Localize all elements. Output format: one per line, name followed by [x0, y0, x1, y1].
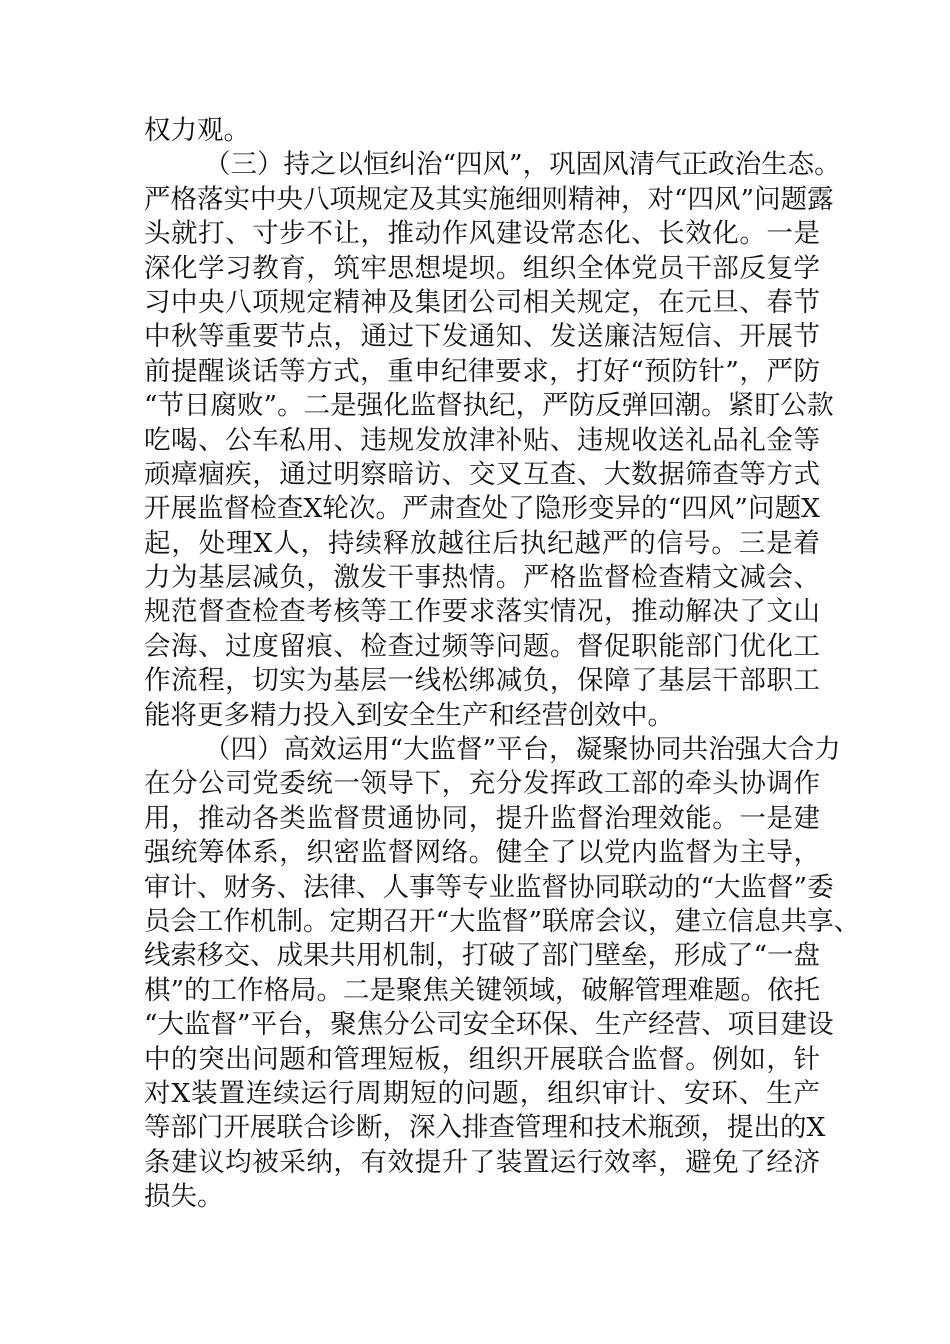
paragraph-line: 强统筹体系，织密监督网络。健全了以党内监督为主导，: [144, 837, 820, 869]
paragraph-line: 线索移交、成果共用机制，打破了部门壁垒，形成了“一盘: [144, 940, 821, 972]
paragraph-line: 顽瘴痼疾，通过明察暗访、交叉互查、大数据筛查等方式: [144, 458, 820, 490]
paragraph-line: 起，处理X人，持续释放越往后执纪越严的信号。三是着: [144, 527, 820, 559]
body-text: [144, 114, 861, 1215]
paragraph-line: 前提醒谈话等方式，重申纪律要求，打好“预防针”，严防: [144, 355, 820, 387]
section-heading-3: （三）持之以恒纠治“四风”，巩固风清气正政治生态。: [204, 149, 841, 181]
paragraph-line: 头就打、寸步不让，推动作风建设常态化、长效化。一是: [144, 218, 820, 250]
paragraph-line: 开展监督检查X轮次。严肃查处了隐形变异的“四风”问题X: [144, 493, 820, 525]
paragraph-line: “节日腐败”。二是强化监督执纪，严防反弹回潮。紧盯公款: [144, 390, 834, 422]
paragraph-line: 严格落实中央八项规定及其实施细则精神，对“四风”问题露: [144, 183, 834, 215]
paragraph-line: “大监督”平台，聚焦分公司安全环保、生产经营、项目建设: [144, 1009, 834, 1041]
paragraph-line: 中秋等重要节点，通过下发通知、发送廉洁短信、开展节: [144, 321, 820, 353]
paragraph-line: 用，推动各类监督贯通协同，提升监督治理效能。一是建: [144, 802, 820, 834]
paragraph-line: 棋”的工作格局。二是聚焦关键领域，破解管理难题。依托: [144, 974, 821, 1006]
paragraph-line: 深化学习教育，筑牢思想堤坝。组织全体党员干部反复学: [144, 252, 820, 284]
paragraph-line: 对X装置连续运行周期短的问题，组织审计、安环、生产: [144, 1077, 820, 1109]
paragraph-line: 员会工作机制。定期召开“大监督”联席会议，建立信息共享、: [144, 905, 861, 937]
paragraph-line: 会海、过度留痕、检查过频等问题。督促职能部门优化工: [144, 630, 820, 662]
section-heading-4: （四）高效运用“大监督”平台，凝聚协同共治强大合力: [204, 734, 841, 766]
paragraph-line: 力为基层减负，激发干事热情。严格监督检查精文减会、: [144, 562, 820, 594]
paragraph-line: 损失。: [144, 1181, 224, 1213]
paragraph-line: 能将更多精力投入到安全生产和经营创效中。: [144, 699, 674, 731]
paragraph-line: 习中央八项规定精神及集团公司相关规定，在元旦、春节: [144, 286, 820, 318]
paragraph-line: 在分公司党委统一领导下，充分发挥政工部的牵头协调作: [144, 768, 820, 800]
paragraph-line: 条建议均被采纳，有效提升了装置运行效率，避免了经济: [144, 1146, 820, 1178]
paragraph-line: 等部门开展联合诊断，深入排查管理和技术瓶颈，提出的X: [144, 1112, 826, 1144]
paragraph-line: 权力观。: [144, 115, 250, 146]
paragraph-line: 作流程，切实为基层一线松绑减负，保障了基层干部职工: [144, 665, 820, 697]
paragraph-line: 审计、财务、法律、人事等专业监督协同联动的“大监督”委: [144, 871, 834, 903]
paragraph-line: 中的突出问题和管理短板，组织开展联合监督。例如，针: [144, 1043, 820, 1075]
paragraph-line: 吃喝、公车私用、违规发放津补贴、违规收送礼品礼金等: [144, 424, 820, 456]
paragraph-line: 规范督查检查考核等工作要求落实情况，推动解决了文山: [144, 596, 820, 628]
